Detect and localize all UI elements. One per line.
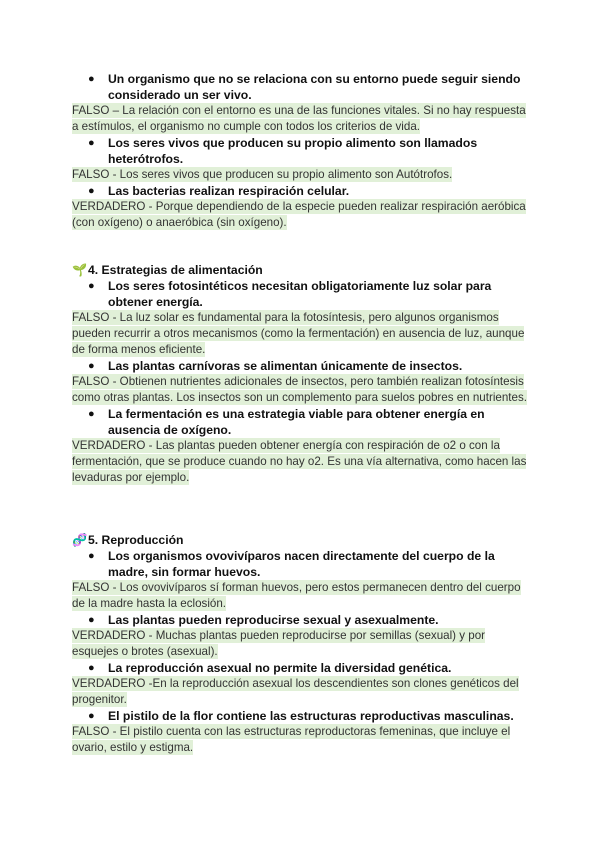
question: ● El pistilo de la flor contiene las estructuras reproductivas masculinas. bbox=[88, 709, 514, 723]
question: ● La reproducción asexual no permite la diversidad genética. bbox=[88, 661, 452, 675]
question: ● La fermentación es una estrategia viable para obtener energía en ausencia de oxígeno. bbox=[88, 407, 485, 437]
question: ● Las plantas carnívoras se alimentan únicamente de insectos. bbox=[88, 359, 463, 373]
answer: VERDADERO -En la reproducción asexual los descendientes son clones genéticos del progenitor. bbox=[72, 677, 519, 706]
section-reproduccion bbox=[72, 532, 532, 756]
question: ● Un organismo que no se relaciona con su entorno puede seguir siendo considerado un ser vivo. bbox=[88, 72, 521, 102]
question: ● Las bacterias realizan respiración celular. bbox=[88, 184, 350, 198]
question-block-intro bbox=[72, 71, 532, 231]
section-estrategias bbox=[72, 262, 532, 486]
answer: VERDADERO - Porque dependiendo de la especie pueden realizar respiración aeróbica (con oxígeno) o anaeróbica (sin oxígeno). bbox=[72, 200, 526, 229]
question: ● Los seres vivos que producen su propio alimento son llamados heterótrofos. bbox=[88, 136, 478, 166]
answer: FALSO - El pistilo cuenta con las estructuras reproductoras femeninas, que incluye el ovario, estilo y estigma. bbox=[72, 725, 511, 754]
answer: FALSO - Los seres vivos que producen su propio alimento son Autótrofos. bbox=[72, 168, 453, 181]
answer: FALSO - Obtienen nutrientes adicionales de insectos, pero también realizan fotosíntesis como otras plantas. Los insectos son un complemento para suelos pobres en nutrientes. bbox=[72, 375, 527, 404]
question: ● Las plantas pueden reproducirse sexual y asexualmente. bbox=[88, 613, 439, 627]
answer: VERDADERO - Las plantas pueden obtener energía con respiración de o2 o con la fermentación, que se produce cuando no hay o2. Es una vía alternativa, como hacen las levaduras por ejemplo. bbox=[72, 439, 527, 484]
question: ● Los seres fotosintéticos necesitan obligatoriamente luz solar para obtener energía. bbox=[88, 279, 492, 309]
answer: FALSO - Los ovovivíparos sí forman huevos, pero estos permanecen dentro del cuerpo de la madre hasta la eclosión. bbox=[72, 581, 521, 610]
answer: FALSO - La luz solar es fundamental para la fotosíntesis, pero algunos organismos pueden recurrir a otros mecanismos (como la fermentación) en ausencia de luz, aunque de forma menos eficiente. bbox=[72, 311, 525, 356]
seedling-icon: 🌱 bbox=[72, 263, 88, 277]
section-heading: 🌱4. Estrategias de alimentación bbox=[72, 263, 263, 277]
dna-icon: 🧬 bbox=[72, 533, 88, 547]
question: ● Los organismos ovovivíparos nacen directamente del cuerpo de la madre, sin formar huevos. bbox=[88, 549, 495, 579]
answer: FALSO – La relación con el entorno es una de las funciones vitales. Si no hay respuesta a estímulos, el organismo no cumple con todos los criterios de vida. bbox=[72, 104, 526, 133]
answer: VERDADERO - Muchas plantas pueden reproducirse por semillas (sexual) y por esquejes o brotes (asexual). bbox=[72, 629, 486, 658]
section-heading: 🧬5. Reproducción bbox=[72, 533, 184, 547]
